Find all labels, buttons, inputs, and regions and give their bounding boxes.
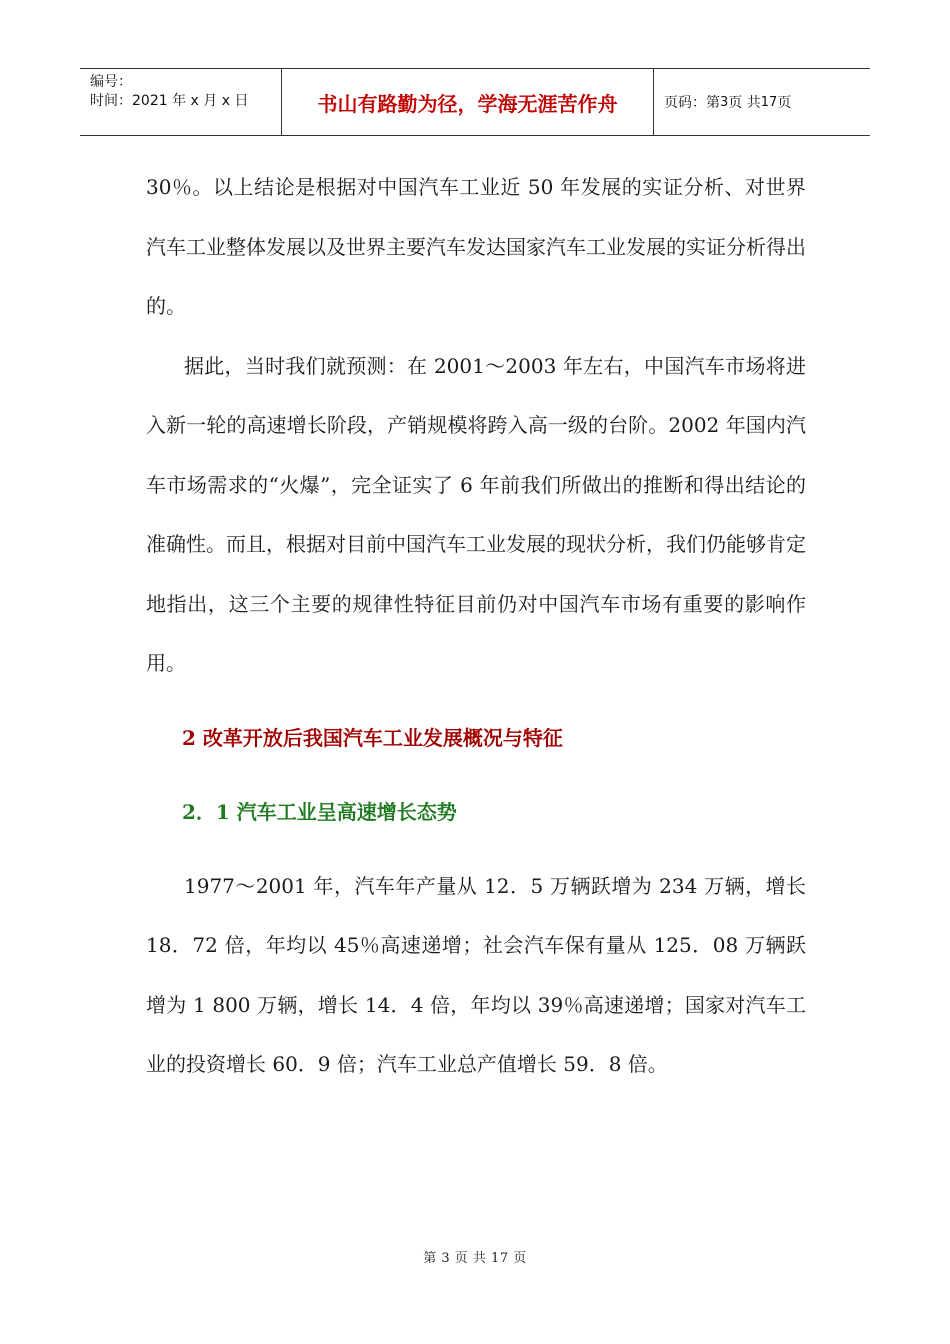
subsection-heading: 2．1 汽车工业呈高速增长态势 bbox=[182, 799, 457, 824]
header-page-cell bbox=[654, 69, 870, 135]
document-body bbox=[146, 158, 806, 1095]
document-date: 时间：2021 年 x 月 x 日 bbox=[90, 93, 249, 109]
page-footer: 第 3 页 共 17 页 bbox=[423, 1251, 527, 1266]
page-total: 17 bbox=[760, 94, 778, 110]
page-current: 3 bbox=[720, 94, 729, 110]
page-label-prefix: 页码：第 bbox=[664, 95, 720, 111]
header-motto: 书山有路勤为径，学海无涯苦作舟 bbox=[317, 91, 618, 116]
header-meta-cell bbox=[80, 69, 282, 135]
document-number-label: 编号： bbox=[90, 74, 132, 90]
paragraph-continued: 30％。以上结论是根据对中国汽车工业近 50 年发展的实证分析、对世界汽车工业整体发展以及世界主要汽车发达国家汽车工业发展的实证分析得出的。 bbox=[146, 175, 806, 318]
page-label-suffix: 页 bbox=[777, 95, 792, 111]
page-label-mid: 页 共 bbox=[728, 95, 761, 111]
page-header bbox=[80, 68, 870, 136]
header-motto-cell bbox=[282, 69, 654, 135]
section-heading: 2 改革开放后我国汽车工业发展概况与特征 bbox=[182, 725, 563, 750]
paragraph-forecast: 据此，当时我们就预测：在 2001～2003 年左右，中国汽车市场将进入新一轮的高速增长阶段，产销规模将跨入高一级的台阶。2002 年国内汽车市场需求的“火爆”，完全证实了 6 年前我们所做出的推断和得出结论的准确性。而且，根据对目前中国汽车工业发展的现状分析，我们仍能够肯定地指出，这三个主要的规律性特征目前仍对中国汽车市场有重要的影响作用。 bbox=[146, 353, 806, 675]
paragraph-growth-stats: 1977～2001 年，汽车年产量从 12．5 万辆跃增为 234 万辆，增长 18．72 倍，年均以 45％高速递增；社会汽车保有量从 125．08 万辆跃增为 1 800 万辆，增长 14．4 倍，年均以 39％高速递增；国家对汽车工业的投资增长 60．9 倍；汽车工业总产值增长 59．8 倍。 bbox=[146, 873, 806, 1076]
